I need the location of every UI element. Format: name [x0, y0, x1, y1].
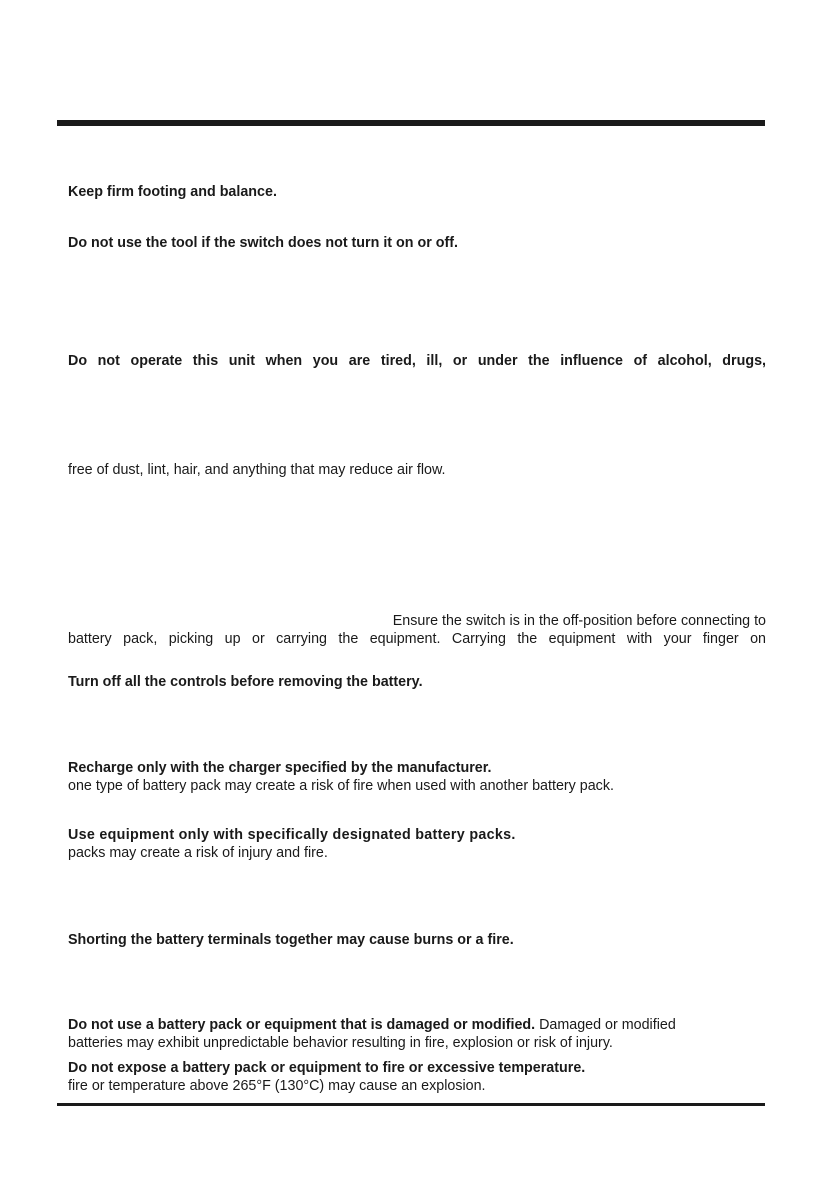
line-unpredictable-behavior: batteries may exhibit unpredictable behavior resulting in fire, explosion or risk of injury. [68, 1035, 613, 1051]
line-battery-type-risk: one type of battery pack may create a risk of fire when used with another battery pack. [68, 778, 614, 794]
line-explosion: fire or temperature above 265°F (130°C) may cause an explosion. [68, 1078, 486, 1094]
line-switch-warning: Do not use the tool if the switch does not turn it on or off. [68, 235, 458, 251]
damaged-modified-rest: Damaged or modified [535, 1017, 676, 1033]
line-shorting-terminals: Shorting the battery terminals together may cause burns or a fire. [68, 932, 514, 948]
line-turn-off-controls: Turn off all the controls before removing the battery. [68, 674, 423, 690]
line-fire-temperature: Do not expose a battery pack or equipment to fire or excessive temperature. [68, 1060, 586, 1076]
line-designated-packs: Use equipment only with specifically designated battery packs. [68, 827, 516, 843]
top-rule [57, 120, 765, 126]
damaged-modified-bold: Do not use a battery pack or equipment that is damaged or modified. [68, 1017, 536, 1033]
line-carrying-equipment: battery pack, picking up or carrying the equipment. Carrying the equipment with your finger on [68, 631, 766, 647]
line-tired-ill: Do not operate this unit when you are tired, ill, or under the influence of alcohol, drugs, [68, 353, 766, 369]
line-firm-footing: Keep firm footing and balance. [68, 184, 277, 200]
line-recharge-charger: Recharge only with the charger specified by the manufacturer. [68, 760, 492, 776]
line-switch-off-position: Ensure the switch is in the off-position before connecting to [392, 613, 766, 629]
line-damaged-modified [68, 1016, 766, 1034]
line-dust-lint: free of dust, lint, hair, and anything that may reduce air flow. [68, 462, 446, 478]
bottom-rule [57, 1103, 765, 1106]
line-injury-fire: packs may create a risk of injury and fire. [68, 845, 328, 861]
